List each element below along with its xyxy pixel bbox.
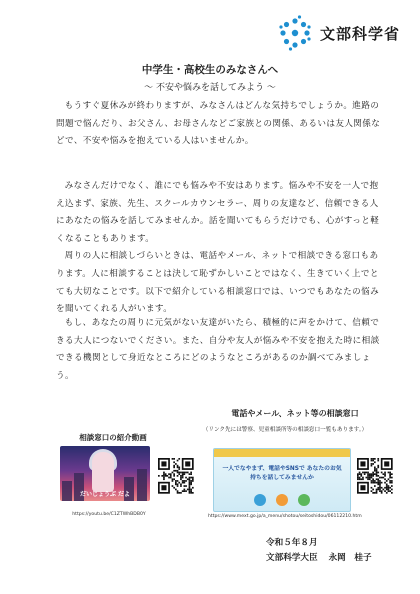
paragraph-1-text: もうすぐ夏休みが終わりますが、みなさんはどんな気持ちでしょうか。進路の問題で悩んだり、お父さん、お母さんなどご家族との関係、あるいは友人関係などで、不安や悩みを抱えている人はいませんか。 <box>56 101 381 147</box>
title-line-2: ～ 不安や悩みを話してみよう ～ <box>144 83 276 93</box>
video-qr-code <box>158 458 194 494</box>
paragraph-2-text-a: みなさんだけでなく、誰にでも悩みや不安はあります。悩みや不安を一人で抱え込まず、家族、先生、スクールカウンセラー、周りの友達など、信頼できる人にあなたの悩みを話してみませんか。話を聞いてもらうだけでも、心がすっと軽くなることもあります。 <box>56 181 380 244</box>
contact-section-title: 電話やメール、ネット等の相談窓口 <box>231 409 359 418</box>
signature-title: 文部科学大臣 <box>266 553 318 563</box>
video-caption: だいじょうぶ だよ <box>79 491 131 498</box>
paragraph-2-text-b: 周りの人に相談しづらいときは、電話やメール、ネットで相談できる窓口もあります。人に相談することは決して恥ずかしいことではなく、生きていく上でとても大切なことです。以下で紹介している相談窓口では、いつでもあなたの悩みを聞いてくれる人がいます。 <box>56 251 380 315</box>
contact-url-link[interactable]: https://www.mext.go.jp/a_menu/shotou/seitoshidou/06112210.htm <box>208 514 362 519</box>
banner-stripe <box>214 449 350 457</box>
banner-message: 一人でなやまず、電話やSNSで あなたのお気持ちを話してみませんか <box>222 466 342 481</box>
paragraph-1 <box>56 98 382 151</box>
title-line-1: 中学生・高校生のみなさんへ <box>141 64 279 76</box>
phone-icon <box>254 494 266 506</box>
video-section-title: 相談窓口の紹介動画 <box>79 433 147 442</box>
contact-banner[interactable] <box>213 448 351 512</box>
video-thumbnail[interactable] <box>60 446 150 501</box>
paragraph-3 <box>56 315 382 385</box>
contact-section-subtitle: （リンク先には警察、児童相談所等の相談窓口一覧もあります。） <box>202 427 368 433</box>
banner-icons <box>214 494 350 506</box>
contact-qr-code <box>357 458 393 494</box>
video-url-link[interactable]: https://youtu.be/C1ZTWhBDB0Y <box>72 512 146 517</box>
paragraph-2 <box>56 178 382 319</box>
signature-block <box>266 536 372 566</box>
signature-date: 令和５年８月 <box>266 538 318 548</box>
signature-name: 永岡 桂子 <box>328 553 372 563</box>
mext-logo-icon <box>276 14 314 52</box>
page-title <box>0 62 420 93</box>
mail-icon <box>298 494 310 506</box>
signature-line <box>266 551 372 566</box>
ministry-logo <box>276 14 400 52</box>
paragraph-3-text: もし、あなたの周りに元気がない友達がいたら、積極的に声をかけて、信頼できる大人につないでください。また、自分や友人が悩みや不安を抱えた時に相談できる機関として身近なところにどのようなところがあるのか調べてみましょう。 <box>56 318 380 381</box>
ministry-name: 文部科学省 <box>319 24 400 43</box>
chat-icon <box>276 494 288 506</box>
